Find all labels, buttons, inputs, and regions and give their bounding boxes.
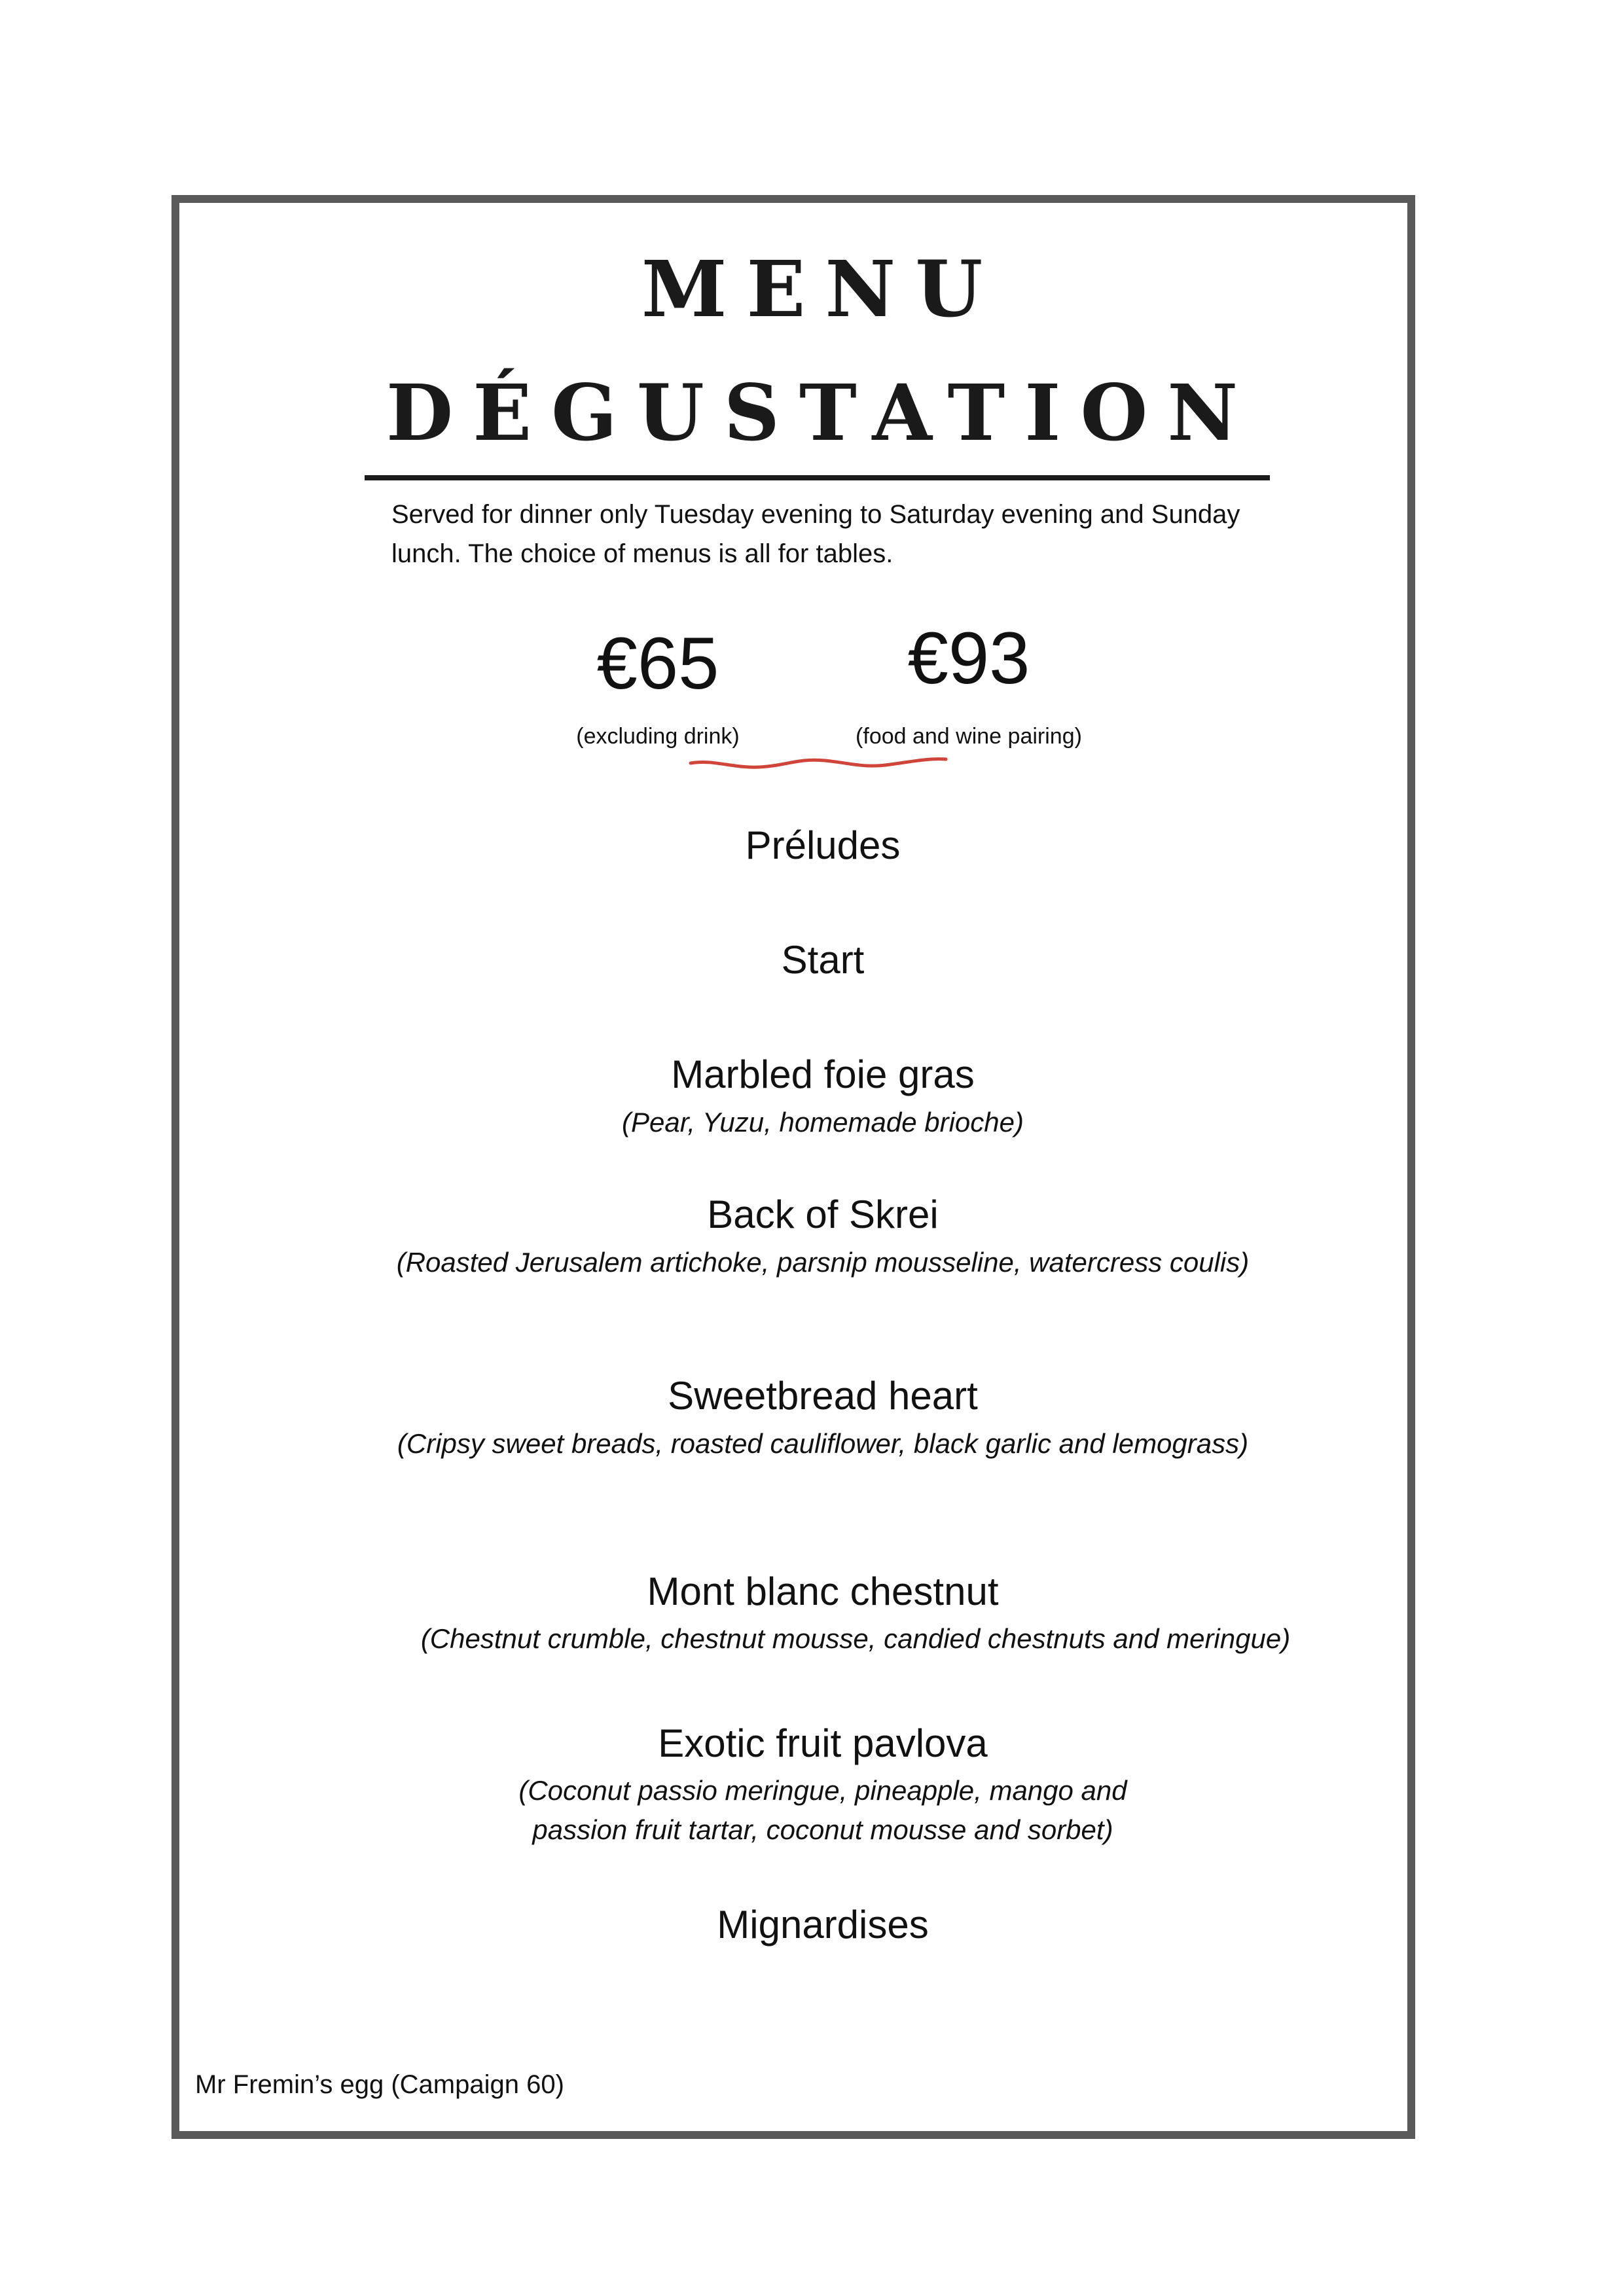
footnote-egg-source: Mr Fremin’s egg (Campaign 60) — [195, 2070, 564, 2099]
price-amount: €93 — [907, 617, 1030, 699]
course-name-preludes: Préludes — [745, 823, 901, 867]
price-note: (food and wine pairing) — [856, 724, 1082, 749]
price-option-excluding-drink — [550, 622, 766, 749]
course-description-exotic-fruit-pavlova-line-2: passion fruit tartar, coconut mousse and sorbet) — [532, 1814, 1113, 1845]
course-name-back-of-skrei: Back of Skrei — [707, 1193, 939, 1236]
course-description-back-of-skrei: (Roasted Jerusalem artichoke, parsnip mousseline, watercress coulis) — [396, 1247, 1250, 1278]
course-name-mont-blanc-chestnut: Mont blanc chestnut — [647, 1570, 999, 1613]
course-description-mont-blanc-chestnut: (Chestnut crumble, chestnut mousse, candied chestnuts and meringue) — [420, 1623, 1291, 1654]
course-name-exotic-fruit-pavlova: Exotic fruit pavlova — [658, 1721, 988, 1765]
decorative-squiggle-divider — [687, 747, 949, 774]
price-option-wine-pairing — [838, 617, 1100, 749]
price-amount: €65 — [596, 622, 719, 704]
course-name-marbled-foie-gras: Marbled foie gras — [671, 1052, 975, 1096]
course-description-sweetbread-heart: (Cripsy sweet breads, roasted cauliflower, black garlic and lemograss) — [397, 1428, 1249, 1459]
course-name-mignardises: Mignardises — [717, 1903, 929, 1946]
menu-title-line-2: DÉGUSTATION — [386, 367, 1258, 458]
course-description-exotic-fruit-pavlova-line-1: (Coconut passio meringue, pineapple, mango and — [518, 1775, 1127, 1806]
course-name-sweetbread-heart: Sweetbread heart — [668, 1374, 978, 1418]
price-note: (excluding drink) — [576, 724, 740, 749]
course-name-start: Start — [781, 938, 865, 982]
service-intro-text: Served for dinner only Tuesday evening to Saturday evening and Sunday lunch. The choice of menus is all for tables. — [391, 500, 1240, 568]
menu-title-line-1: MENU — [641, 243, 1003, 334]
course-description-marbled-foie-gras: (Pear, Yuzu, homemade brioche) — [621, 1107, 1024, 1138]
title-underline-divider — [365, 475, 1270, 480]
